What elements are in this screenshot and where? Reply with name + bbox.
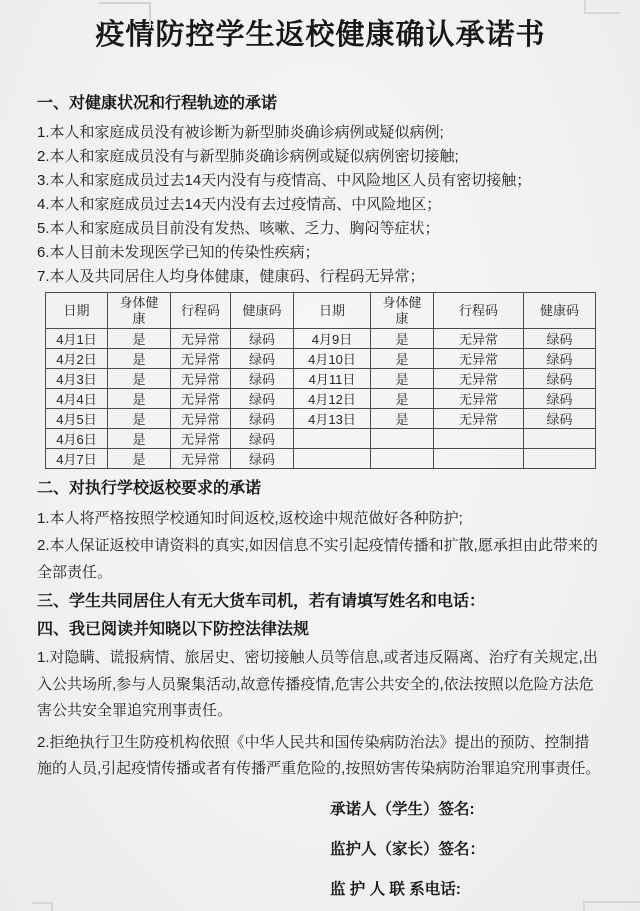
health-status-table — [45, 292, 596, 469]
table-row — [46, 389, 596, 409]
signature-line-guardian-phone: 监 护 人 联 系电话: — [330, 880, 461, 898]
section4-heading: 四、我已阅读并知晓以下防控法律法规 — [37, 621, 310, 638]
table-cell: 是 — [108, 389, 171, 409]
table-row — [46, 449, 596, 469]
signature-block — [330, 798, 604, 902]
table-header-cell: 健康码 — [231, 293, 294, 329]
section1-item: 2.本人和家庭成员没有与新型肺炎确诊病例或疑似病例密切接触; — [37, 148, 459, 165]
table-header-cell: 行程码 — [171, 293, 231, 329]
table-header-cell: 身体健康 — [371, 293, 434, 329]
photo-corner-mark-bottom-left — [32, 902, 53, 911]
table-cell — [294, 449, 371, 469]
table-cell: 4月10日 — [294, 349, 371, 369]
table-header-cell: 日期 — [294, 293, 371, 329]
table-cell: 4月4日 — [46, 389, 108, 409]
table-cell: 4月9日 — [294, 329, 371, 349]
table-cell: 无异常 — [171, 449, 231, 469]
table-header-cell: 行程码 — [434, 293, 524, 329]
section2-item: 2.本人保证返校申请资料的真实,如因信息不实引起疫情传播和扩散,愿承担由此带来的全部责任。 — [37, 537, 598, 581]
signature-line-guardian: 监护人（家长）签名： — [330, 840, 486, 858]
table-cell — [371, 449, 434, 469]
table-cell: 绿码 — [524, 409, 596, 429]
section1-item: 1.本人和家庭成员没有被诊断为新型肺炎确诊病例或疑似病例; — [37, 124, 444, 141]
section1-item: 6.本人目前未发现医学已知的传染性疾病； — [37, 244, 320, 261]
table-cell: 无异常 — [171, 389, 231, 409]
table-cell: 绿码 — [231, 349, 294, 369]
photo-corner-mark-top-right — [584, 0, 620, 14]
table-row — [46, 329, 596, 349]
table-cell: 是 — [108, 429, 171, 449]
section4-item: 2.拒绝执行卫生防疫机构依照《中华人民共和国传染病防治法》提出的预防、控制措施的人员,引起疫情传播或者有传播严重危险的,按照妨害传染病防治罪追究刑事责任。 — [37, 733, 601, 777]
section2-items — [37, 505, 604, 586]
photo-corner-mark-bottom-right — [583, 901, 640, 911]
section4-items — [37, 645, 604, 783]
table-cell: 绿码 — [524, 369, 596, 389]
table-cell: 无异常 — [434, 409, 524, 429]
table-cell: 无异常 — [171, 369, 231, 389]
table-cell: 4月11日 — [294, 369, 371, 389]
table-cell: 绿码 — [524, 349, 596, 369]
section1-item: 3.本人和家庭成员过去14天内没有与疫情高、中风险地区人员有密切接触； — [37, 172, 532, 189]
table-cell — [371, 429, 434, 449]
section1-items — [37, 121, 604, 289]
table-cell: 无异常 — [434, 349, 524, 369]
health-table-header — [46, 293, 596, 329]
table-header-row — [46, 293, 596, 329]
document-content — [0, 17, 640, 902]
table-row — [46, 409, 596, 429]
table-row — [46, 349, 596, 369]
table-cell: 4月12日 — [294, 389, 371, 409]
table-cell: 4月7日 — [46, 449, 108, 469]
table-cell: 绿码 — [231, 369, 294, 389]
table-cell — [524, 449, 596, 469]
table-cell: 4月13日 — [294, 409, 371, 429]
section1-item: 7.本人及共同居住人均身体健康，健康码、行程码无异常； — [37, 268, 425, 285]
table-cell — [434, 449, 524, 469]
section2-item: 1.本人将严格按照学校通知时间返校,返校途中规范做好各种防护; — [37, 510, 463, 527]
table-cell: 是 — [108, 369, 171, 389]
signature-line-student: 承诺人（学生）签名: — [330, 800, 475, 818]
table-cell — [434, 429, 524, 449]
section4-item: 1.对隐瞒、谎报病情、旅居史、密切接触人员等信息,或者违反隔离、治疗有关规定,出入公共场所,参与人员聚集活动,故意传播疫情,危害公共安全的,依法按照以危险方法危害公共安全罪追究刑事责任。 — [37, 649, 598, 719]
table-cell: 是 — [371, 349, 434, 369]
table-header-cell: 日期 — [46, 293, 108, 329]
page-title: 疫情防控学生返校健康确认承诺书 — [95, 19, 546, 51]
table-cell: 绿码 — [231, 409, 294, 429]
table-cell: 绿码 — [231, 329, 294, 349]
table-cell: 是 — [371, 409, 434, 429]
table-cell: 无异常 — [434, 369, 524, 389]
health-table-body — [46, 329, 596, 469]
table-cell: 4月2日 — [46, 349, 108, 369]
section1-item: 5.本人和家庭成员目前没有发热、咳嗽、乏力、胸闷等症状； — [37, 220, 440, 237]
table-header-cell: 健康码 — [524, 293, 596, 329]
table-row — [46, 369, 596, 389]
table-cell: 绿码 — [231, 429, 294, 449]
table-cell: 4月5日 — [46, 409, 108, 429]
table-cell: 无异常 — [434, 329, 524, 349]
table-cell: 无异常 — [434, 389, 524, 409]
table-header-cell: 身体健康 — [108, 293, 171, 329]
table-cell: 是 — [371, 389, 434, 409]
table-cell: 4月3日 — [46, 369, 108, 389]
section1-heading: 一、对健康状况和行程轨迹的承诺 — [37, 95, 278, 112]
section1-item: 4.本人和家庭成员过去14天内没有去过疫情高、中风险地区； — [37, 196, 442, 213]
table-cell: 绿码 — [524, 389, 596, 409]
table-cell: 绿码 — [231, 389, 294, 409]
table-cell: 是 — [108, 409, 171, 429]
table-row — [46, 429, 596, 449]
table-cell: 4月1日 — [46, 329, 108, 349]
table-cell: 绿码 — [524, 329, 596, 349]
table-cell — [524, 429, 596, 449]
table-cell: 无异常 — [171, 329, 231, 349]
table-cell: 是 — [371, 369, 434, 389]
table-cell: 无异常 — [171, 429, 231, 449]
table-cell: 是 — [108, 449, 171, 469]
section2-heading: 二、对执行学校返校要求的承诺 — [37, 480, 262, 497]
table-cell: 是 — [108, 349, 171, 369]
table-cell: 绿码 — [231, 449, 294, 469]
table-cell: 无异常 — [171, 409, 231, 429]
table-cell: 4月6日 — [46, 429, 108, 449]
table-cell — [294, 429, 371, 449]
table-cell: 是 — [371, 329, 434, 349]
section3-heading: 三、学生共同居住人有无大货车司机，若有请填写姓名和电话： — [37, 593, 486, 610]
table-cell: 无异常 — [171, 349, 231, 369]
table-cell: 是 — [108, 329, 171, 349]
